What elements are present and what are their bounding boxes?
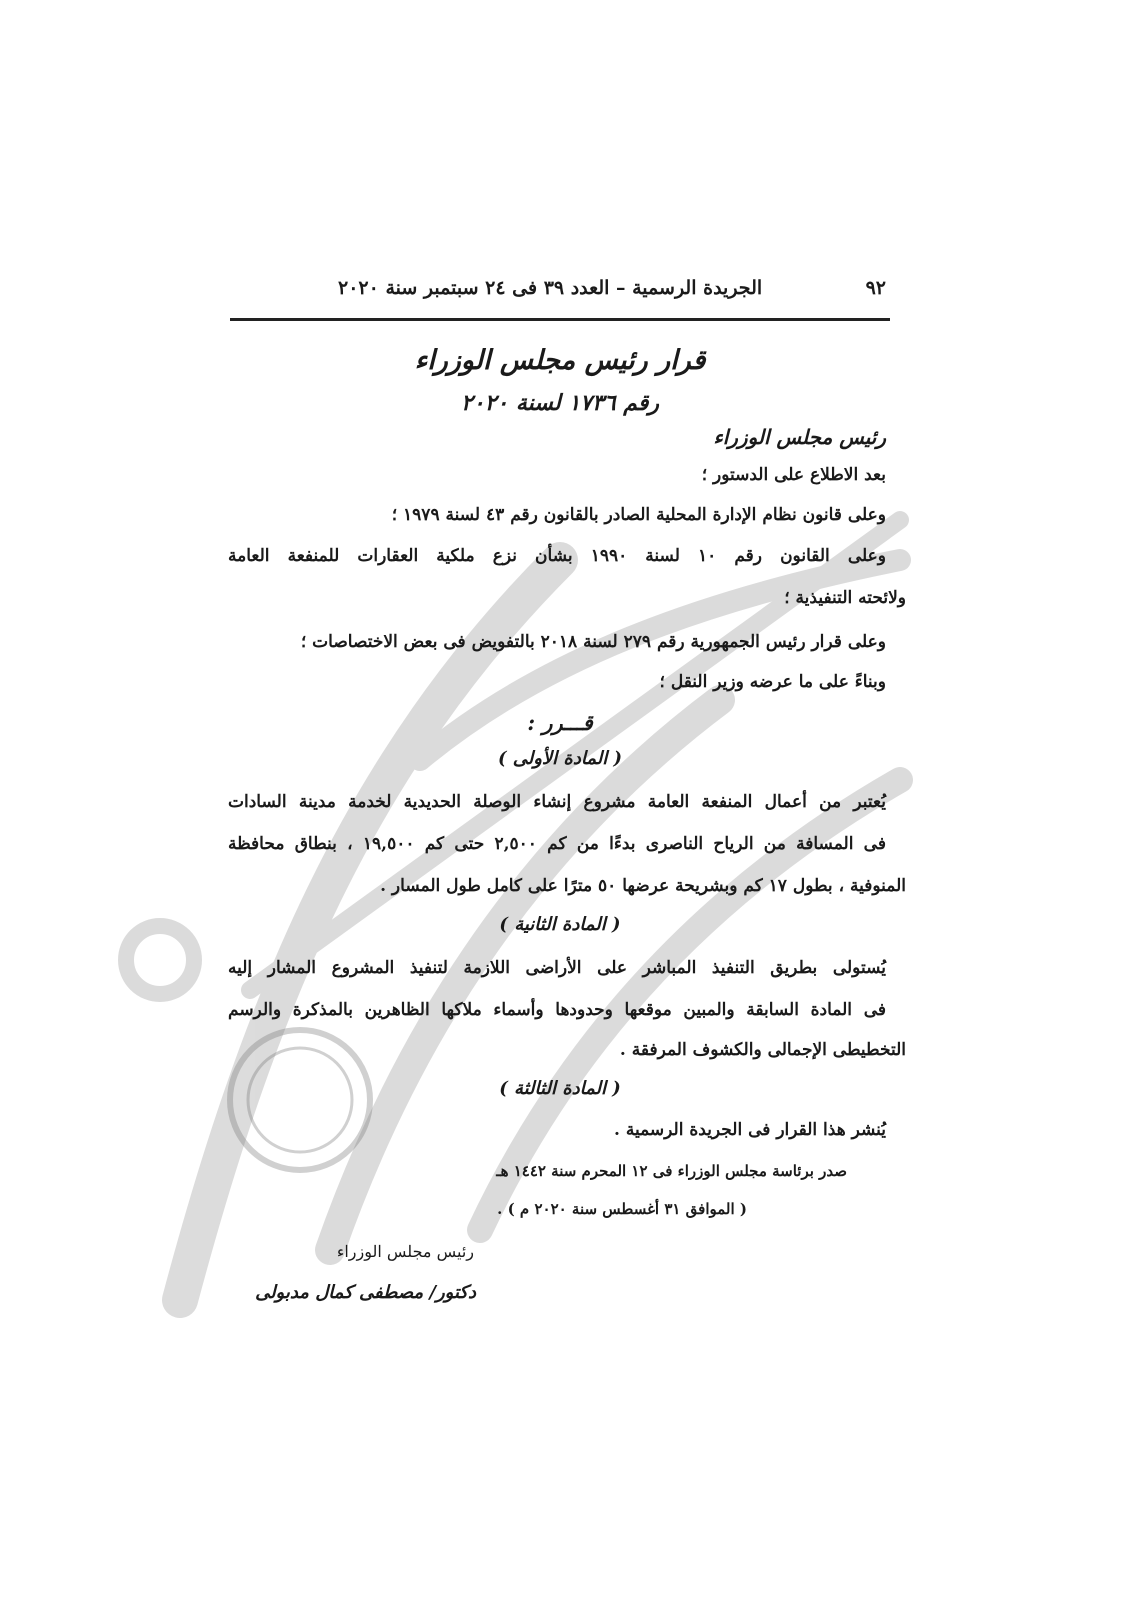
- decree-title: قرار رئيس مجلس الوزراء: [414, 345, 706, 376]
- decree-number: رقم ١٧٣٦ لسنة ٢٠٢٠: [460, 390, 660, 416]
- page-number: ٩٢: [865, 277, 886, 299]
- preamble-line: وعلى القانون رقم ١٠ لسنة ١٩٩٠ بشأن نزع ملكية العقارات للمنفعة العامة: [228, 546, 886, 566]
- issuer-heading: رئيس مجلس الوزراء: [713, 425, 886, 449]
- article-heading: ( المادة الثالثة ): [499, 1078, 621, 1099]
- preamble-line: ولائحته التنفيذية ؛: [784, 588, 906, 608]
- page-header: [338, 270, 886, 306]
- article-heading: ( المادة الأولى ): [497, 748, 623, 769]
- preamble-line: وعلى قرار رئيس الجمهورية رقم ٢٧٩ لسنة ٢٠١٨ بالتفويض فى بعض الاختصاصات ؛: [300, 632, 886, 652]
- article-heading: ( المادة الثانية ): [499, 914, 621, 935]
- article-line: يُنشر هذا القرار فى الجريدة الرسمية .: [614, 1120, 886, 1140]
- article-line: يُعتبر من أعمال المنفعة العامة مشروع إنشاء الوصلة الحديدية لخدمة مدينة السادات: [228, 792, 886, 812]
- preamble-line: وعلى قانون نظام الإدارة المحلية الصادر بالقانون رقم ٤٣ لسنة ١٩٧٩ ؛: [391, 505, 886, 525]
- gazette-issue-line: الجريدة الرسمية – العدد ٣٩ فى ٢٤ سبتمبر سنة ٢٠٢٠: [338, 277, 763, 299]
- article-line: المنوفية ، بطول ١٧ كم وبشريحة عرضها ٥٠ مترًا على كامل طول المسار .: [380, 876, 906, 896]
- issuance-line: صدر برئاسة مجلس الوزراء فى ١٢ المحرم سنة ١٤٤٢ هـ: [496, 1162, 847, 1180]
- corresponding-date: ( الموافق ٣١ أغسطس سنة ٢٠٢٠ م ) .: [497, 1200, 747, 1218]
- preamble-line: وبناءً على ما عرضه وزير النقل ؛: [659, 672, 886, 692]
- signatory-title: رئيس مجلس الوزراء: [336, 1242, 474, 1261]
- header-rule: [230, 318, 890, 321]
- article-line: التخطيطى الإجمالى والكشوف المرفقة .: [619, 1040, 906, 1060]
- preamble-line: بعد الاطلاع على الدستور ؛: [701, 465, 886, 485]
- resolved-heading: قـــرر :: [527, 710, 593, 735]
- article-line: فى المادة السابقة والمبين موقعها وحدودها وأسماء ملاكها الظاهرين بالمذكرة والرسم: [228, 1000, 886, 1020]
- signatory-name: دكتور/ مصطفى كمال مدبولى: [255, 1282, 476, 1303]
- article-line: يُستولى بطريق التنفيذ المباشر على الأراضى اللازمة لتنفيذ المشروع المشار إليه: [228, 958, 886, 978]
- article-line: فى المسافة من الرياح الناصرى بدءًا من كم ٢,٥٠٠ حتى كم ١٩,٥٠٠ ، بنطاق محافظة: [228, 834, 886, 854]
